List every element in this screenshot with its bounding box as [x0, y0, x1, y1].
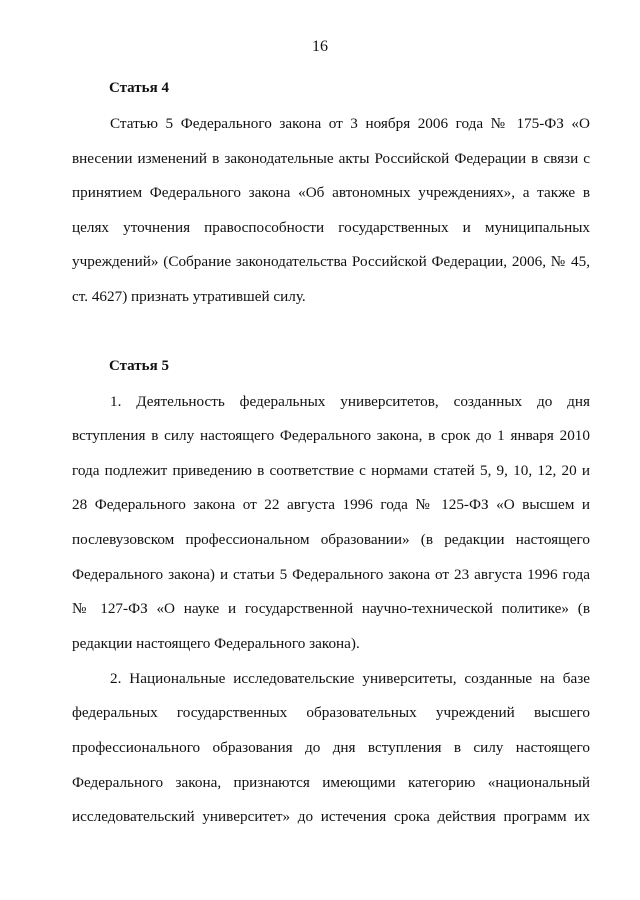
- article-5-para2-line: Федерального закона, признаются имеющими категорию «национальный: [72, 774, 590, 791]
- article-5-para1-line: 28 Федерального закона от 22 августа 1996 года № 125-ФЗ «О высшем и: [72, 496, 590, 513]
- article-4-line: Статью 5 Федерального закона от 3 ноября 2006 года № 175-ФЗ «О: [110, 115, 590, 132]
- article-4-line: ст. 4627) признать утратившей силу.: [72, 288, 306, 305]
- article-5-para2-line: федеральных государственных образовательных учреждений высшего: [72, 704, 590, 721]
- article-5-para2-line: профессионального образования до дня вступления в силу настоящего: [72, 739, 590, 756]
- page-number: 16: [312, 38, 328, 55]
- article-5-para1-line: года подлежит приведению в соответствие с нормами статей 5, 9, 10, 12, 20 и: [72, 462, 590, 479]
- article-5-para1-line: вступления в силу настоящего Федерального закона, в срок до 1 января 2010: [72, 427, 590, 444]
- article-5-para1-line: Федерального закона) и статьи 5 Федерального закона от 23 августа 1996 года: [72, 566, 590, 583]
- article-4-line: внесении изменений в законодательные акты Российской Федерации в связи с: [72, 150, 590, 167]
- article-5-heading: Статья 5: [109, 358, 169, 374]
- article-5-para2-line: исследовательский университет» до истечения срока действия программ их: [72, 808, 590, 825]
- article-5-para1-line: № 127-ФЗ «О науке и государственной научно-технической политике» (в: [72, 600, 590, 617]
- article-5-para2-line: 2. Национальные исследовательские университеты, созданные на базе: [110, 670, 590, 687]
- article-4-line: учреждений» (Собрание законодательства Российской Федерации, 2006, № 45,: [72, 253, 590, 270]
- article-5-para1-line: послевузовском профессиональном образовании» (в редакции настоящего: [72, 531, 590, 548]
- article-4-line: принятием Федерального закона «Об автономных учреждениях», а также в: [72, 184, 590, 201]
- article-5-para1-line: 1. Деятельность федеральных университетов, созданных до дня: [110, 393, 590, 410]
- article-4-heading: Статья 4: [109, 80, 169, 96]
- article-4-line: целях уточнения правоспособности государственных и муниципальных: [72, 219, 590, 236]
- article-5-para1-line: редакции настоящего Федерального закона).: [72, 635, 360, 652]
